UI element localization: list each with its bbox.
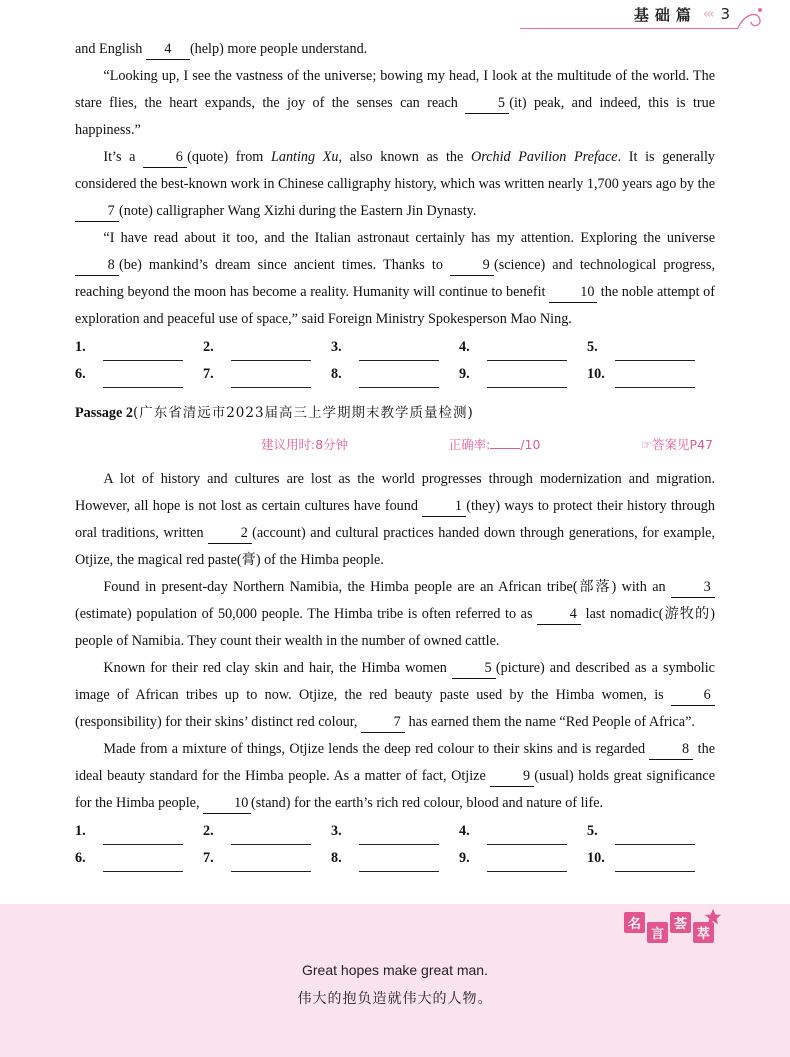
answer-slot[interactable]: 8. xyxy=(331,847,459,872)
answer-slot[interactable]: 3. xyxy=(331,820,459,845)
page-header xyxy=(634,0,730,28)
blank-p1-6[interactable]: 6 xyxy=(143,147,187,168)
swirl-icon xyxy=(734,4,764,34)
blank-p1-5[interactable]: 5 xyxy=(465,93,509,114)
passage2-heading: Passage 2(广东省清远市2023届高三上学期期末教学质量检测) xyxy=(75,405,474,421)
blank-p2-2[interactable]: 2 xyxy=(208,523,252,544)
answer-slot[interactable]: 4. xyxy=(459,336,587,361)
blank-p1-10[interactable]: 10 xyxy=(549,282,597,303)
answer-slot[interactable]: 5. xyxy=(587,820,715,845)
blank-p2-1[interactable]: 1 xyxy=(422,496,466,517)
answer-slot[interactable]: 9. xyxy=(459,363,587,388)
answer-grid-passage1 xyxy=(75,336,715,388)
answer-slot[interactable]: 2. xyxy=(203,820,331,845)
answer-slot[interactable]: 2. xyxy=(203,336,331,361)
chevrons-icon: ‹‹‹ xyxy=(702,6,713,22)
answer-reference: ☞答案见P47 xyxy=(640,437,713,452)
blank-p1-7[interactable]: 7 xyxy=(75,201,119,222)
answer-slot[interactable]: 10. xyxy=(587,847,715,872)
paragraph-p1-3: It’s a 6 (quote) from Lanting Xu, also known as the Orchid Pavilion Preface. It is generally considered the best-known work in Chinese calligraphy history, which was written nearly 1,700 years ago by the 7 (note) calligrapher Wang Xizhi during the Eastern Jin Dynasty. xyxy=(75,144,715,225)
paragraph-p1-2: “Looking up, I see the vastness of the universe; bowing my head, I look at the multitude of the world. The stare flies, the heart expands, the joy of the senses can reach 5 (it) peak, and indeed, this is true happiness.” xyxy=(75,68,716,138)
blank-p1-8[interactable]: 8 xyxy=(75,255,119,276)
quote-english: Great hopes make great man. xyxy=(302,962,488,978)
blank-p1-9[interactable]: 9 xyxy=(450,255,494,276)
blank-p2-4[interactable]: 4 xyxy=(537,604,581,625)
paragraph-p1-4: “I have read about it too, and the Italian astronaut certainly has my attention. Exploring the universe 8 (be) mankind’s dream since ancient times. Thanks to 9 (science) and technological progress, reaching beyond the moon has become a reality. Humanity will continue to benefit 10 the noble attempt of exploration and peaceful use of space,” said Foreign Ministry Spokesperson Mao Ning. xyxy=(75,230,715,327)
section-title: 基础篇 xyxy=(633,5,697,24)
answer-slot[interactable]: 5. xyxy=(587,336,715,361)
quote-chinese: 伟大的抱负造就伟大的人物。 xyxy=(297,991,493,1007)
page-content xyxy=(75,36,715,872)
blank-p2-3[interactable]: 3 xyxy=(671,577,715,598)
footer-quote-panel xyxy=(0,904,790,1057)
answer-grid-passage2 xyxy=(75,820,715,872)
suggested-time: 建议用时:8分钟 xyxy=(261,437,349,452)
star-icon xyxy=(704,908,722,926)
blank-p2-9[interactable]: 9 xyxy=(490,766,534,787)
paragraph-p1-1: and English 4 (help) more people understand. xyxy=(75,36,715,63)
answer-slot[interactable]: 6. xyxy=(75,847,203,872)
answer-slot[interactable]: 7. xyxy=(203,363,331,388)
answer-slot[interactable]: 7. xyxy=(203,847,331,872)
passage2-meta xyxy=(75,436,715,454)
answer-slot[interactable]: 1. xyxy=(75,820,203,845)
blank-p2-7[interactable]: 7 xyxy=(361,712,405,733)
blank-p1-4[interactable]: 4 xyxy=(146,39,190,60)
blank-p2-6[interactable]: 6 xyxy=(671,685,715,706)
answer-slot[interactable]: 10. xyxy=(587,363,715,388)
answer-slot[interactable]: 8. xyxy=(331,363,459,388)
paragraph-p2-3: Known for their red clay skin and hair, the Himba women 5 (picture) and described as a symbolic image of African tribes up to now. Otjize, the red beauty paste used by the Himba women, is 6(responsibility) for their skins’ distinct red colour, 7 has earned them the name “Red People of Africa”. xyxy=(75,655,715,736)
answer-slot[interactable]: 9. xyxy=(459,847,587,872)
paragraph-p2-4: Made from a mixture of things, Otjize lends the deep red colour to their skins and is regarded 8 the ideal beauty standard for the Himba people. As a matter of fact, Otjize 9 (usual) holds great significance for the Himba people, 10 (stand) for the earth’s rich red colour, blood and nature of life. xyxy=(75,736,715,817)
page-number: 3 xyxy=(720,5,730,23)
paragraph-p2-2: Found in present-day Northern Namibia, the Himba people are an African tribe(部落) with an 3(estimate) population of 50,000 people. The Himba tribe is often referred to as 4 last nomadic(游牧的) people of Namibia. They count their wealth in the number of owned cattle. xyxy=(75,579,715,649)
answer-slot[interactable]: 3. xyxy=(331,336,459,361)
accuracy-field: 正确率: /10 xyxy=(448,437,541,452)
answer-slot[interactable]: 1. xyxy=(75,336,203,361)
answer-slot[interactable]: 4. xyxy=(459,820,587,845)
header-rule xyxy=(520,28,738,29)
answer-slot[interactable]: 6. xyxy=(75,363,203,388)
blank-p2-10[interactable]: 10 xyxy=(203,793,251,814)
blank-p2-5[interactable]: 5 xyxy=(452,658,496,679)
famous-quotes-badge: 名 言 荟 萃 xyxy=(624,912,716,943)
paragraph-p2-1: A lot of history and cultures are lost as the world progresses through modernization and migration. However, all hope is not lost as certain cultures have found 1 (they) ways to protect their history through oral traditions, written 2 (account) and cultural practices handed down through generations, for example, Otjize, the magical red paste(膏) of the Himba people. xyxy=(75,471,715,568)
blank-p2-8[interactable]: 8 xyxy=(649,739,693,760)
